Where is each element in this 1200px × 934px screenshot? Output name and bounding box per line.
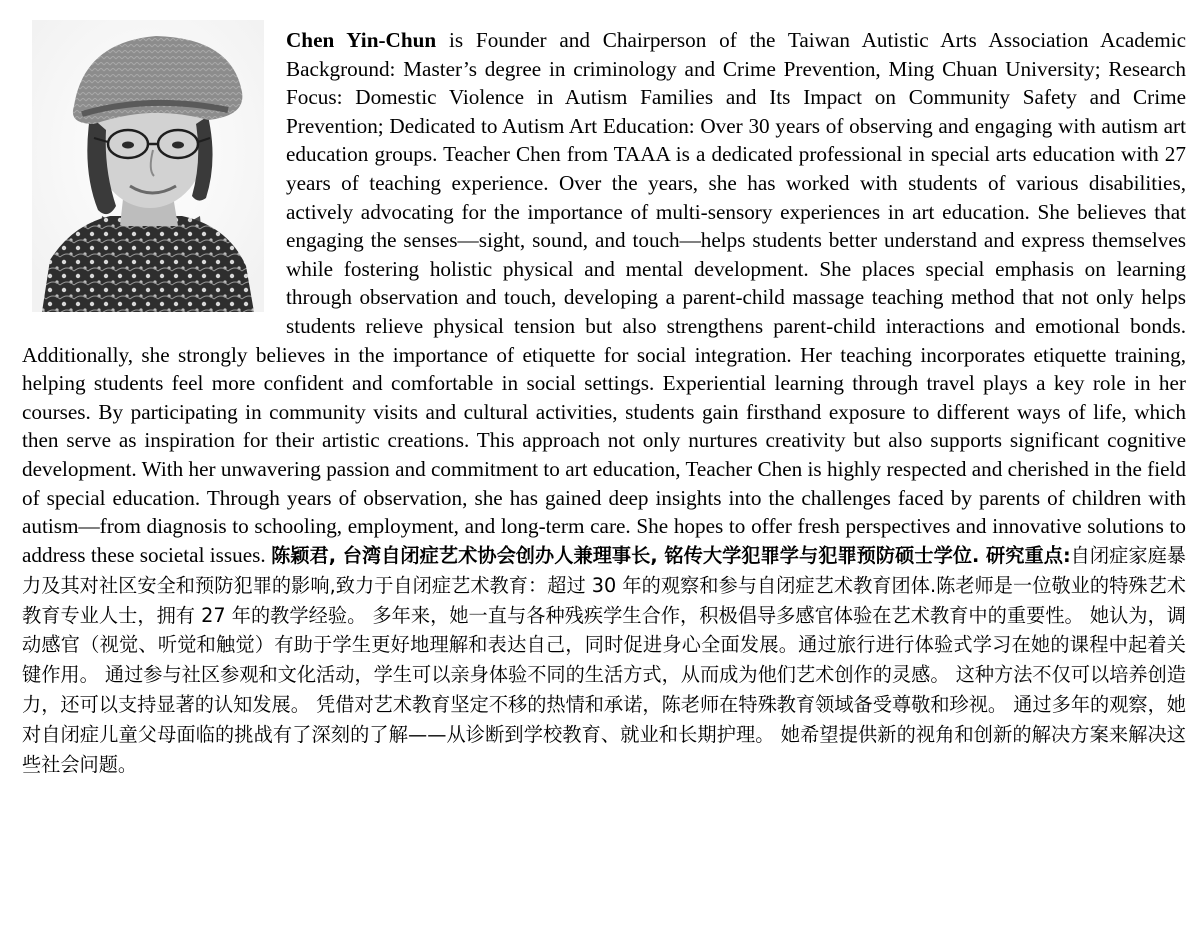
bio-paragraph-en: is Founder and Chairperson of the Taiwan Autistic Arts Association Academic Background: Master’s degree in criminology and Crime Prevention, Ming Chuan University; Research Focus: Domestic Violence in Autism Families and Its Impact on Community Safety and Crime Prevention; Dedicated to Autism Art Education: Over 30 years of observing and engaging with autism art education groups. Teacher Chen from TAAA is a dedicated professional in special arts education with 27 years of teaching experience. Over the years, she has worked with students of various disabilities, actively advocating for the importance of multi-sensory experiences in art education. She believes that engaging the senses—sight, sound, and touch—helps students better understand and express themselves while fostering holistic physical and mental development. She places special emphasis on learning through observation and touch, developing a parent-child massage teaching method that not only helps students relieve physical tension but also strengthens parent-child interactions and emotional bonds. Additionally, she strongly believes in the importance of etiquette for social integration. Her teaching incorporates etiquette training, helping students feel more confident and comfortable in social settings. Experiential learning through travel plays a key role in her courses. By participating in community visits and cultural activities, students gain firsthand exposure to different ways of life, which then serve as inspiration for their artistic creations. This approach not only nurtures creativity but also supports significant cognitive development. With her unwavering passion and commitment to art education, Teacher Chen is highly respected and cherished in the field of special education. Through years of observation, she has gained deep insights into the challenges faced by parents of children with autism—from diagnosis to schooling, employment, and long-term care. She hopes to offer fresh perspectives and innovative solutions to address these societal issues. xyxy=(22,28,1186,567)
bio-name-zh-intro: 陈颖君, 台湾自闭症艺术协会创办人兼理事长, 铭传大学犯罪学与犯罪预防硕士学位. 研究重点: xyxy=(271,543,1071,567)
portrait-photo-icon xyxy=(32,20,264,312)
bio-document xyxy=(22,26,1186,780)
bio-paragraph-zh: 自闭症家庭暴力及其对社区安全和预防犯罪的影响,致力于自闭症艺术教育：超过 30 年的观察和参与自闭症艺术教育团体.陈老师是一位敬业的特殊艺术教育专业人士，拥有 27 年的教学经验。 多年来，她一直与各种残疾学生合作，积极倡导多感官体验在艺术教育中的重要性。 她认为，调动感官（视觉、听觉和触觉）有助于学生更好地理解和表达自己，同时促进身心全面发展。通过旅行进行体验式学习在她的课程中起着关键作用。 通过参与社区参观和文化活动，学生可以亲身体验不同的生活方式，从而成为他们艺术创作的灵感。 这种方法不仅可以培养创造力，还可以支持显著的认知发展。 凭借对艺术教育坚定不移的热情和承诺，陈老师在特殊教育领域备受尊敬和珍视。 通过多年的观察，她对自闭症儿童父母面临的挑战有了深刻的了解——从诊断到学校教育、就业和长期护理。 她希望提供新的视角和创新的解决方案来解决这些社会问题。 xyxy=(22,543,1186,777)
person-name-en: Chen Yin-Chun xyxy=(286,28,437,52)
